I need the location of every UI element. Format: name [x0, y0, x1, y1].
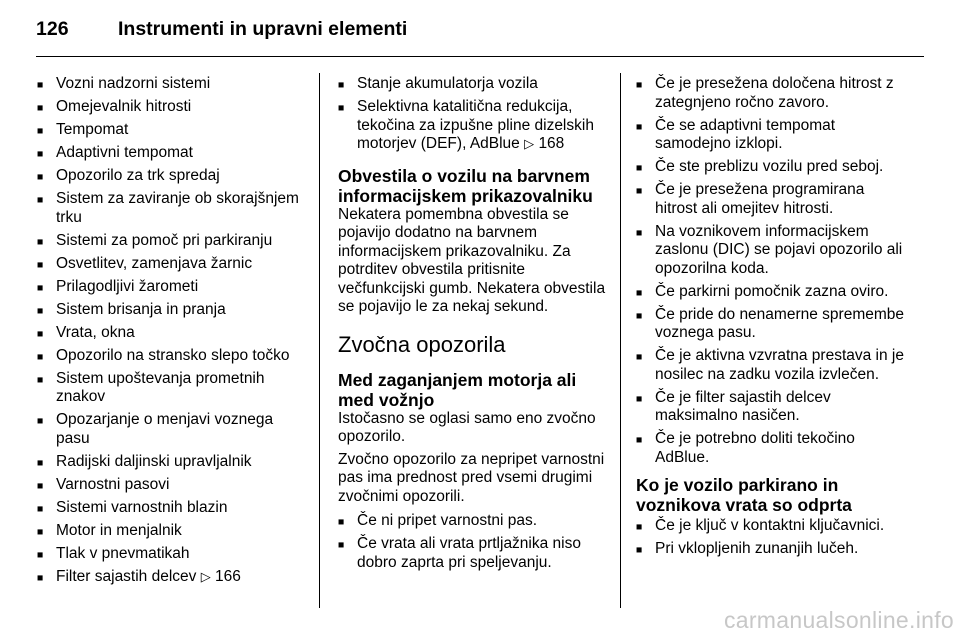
- list-item: ■ Opozarjanje o menjavi voznega pasu: [37, 411, 307, 448]
- list-item: ■ Tlak v pnevmatikah: [37, 545, 307, 564]
- list-item: ■ Prilagodljivi žarometi: [37, 278, 307, 297]
- list-item: [338, 98, 608, 154]
- page-ref-link[interactable]: 168: [538, 135, 565, 152]
- list-item: ■ Tempomat: [37, 121, 307, 140]
- list-item: ■ Če je aktivna vzvratna prestava in je nosilec na zadku vozila izvlečen.: [636, 347, 908, 384]
- list-item: ■ Če je ključ v kontaktni ključavnici.: [636, 517, 908, 536]
- list-item: ■ Sistemi varnostnih blazin: [37, 499, 307, 518]
- paragraph: Zvočno opozorilo za nepripet varnostni pas ima prednost pred vsemi drugimi zvočnimi opozorili.: [338, 450, 605, 505]
- warning-list: [338, 512, 608, 572]
- list-item: ■ Če je filter sajastih delcev maksimalno nasičen.: [636, 389, 908, 426]
- warning-list-continued: [636, 75, 908, 467]
- list-item: ■ Opozorilo za trk spredaj: [37, 167, 307, 186]
- section-title: Zvočna opozorila: [338, 331, 506, 357]
- list-item: [37, 568, 307, 587]
- list-item: ■ Varnostni pasovi: [37, 476, 307, 495]
- list-item: ■ Če je presežena programirana hitrost ali omejitev hitrosti.: [636, 181, 908, 218]
- column-divider-2: [620, 73, 621, 608]
- topic-list-continued: [338, 75, 608, 154]
- paragraph: Istočasno se oglasi samo eno zvočno opozorilo.: [338, 409, 596, 445]
- section-heading: Ko je vozilo parkirano in voznikova vrata so odprta: [636, 475, 852, 515]
- list-item: ■ Motor in menjalnik: [37, 522, 307, 541]
- page-ref-arrow-icon: ▷: [200, 568, 211, 584]
- page-number: 126: [36, 18, 69, 40]
- list-item: ■ Pri vklopljenih zunanjih lučeh.: [636, 540, 908, 559]
- list-item-text: Filter sajastih delcev: [56, 567, 197, 585]
- column-2: [338, 75, 608, 577]
- list-item: ■ Omejevalnik hitrosti: [37, 98, 307, 117]
- page-ref-arrow-icon: ▷: [524, 136, 535, 151]
- header-rule: [36, 56, 924, 57]
- column-1: [37, 75, 307, 591]
- list-item: ■ Če je potrebno doliti tekočino AdBlue.: [636, 430, 908, 467]
- list-item: ■ Radijski daljinski upravljalnik: [37, 453, 307, 472]
- list-item: ■ Sistem upoštevanja prometnih znakov: [37, 370, 307, 407]
- list-item-text: Selektivna katalitična redukcija, tekočina za izpušne pline dizelskih motorjev (DEF), AdBlue: [357, 98, 594, 152]
- list-item: ■ Če se adaptivni tempomat samodejno izklopi.: [636, 117, 908, 154]
- list-item: ■ Stanje akumulatorja vozila: [338, 75, 608, 94]
- watermark: carmanualsonline.info: [723, 607, 954, 633]
- list-item: ■ Vozni nadzorni sistemi: [37, 75, 307, 94]
- subsection-heading: Med zaganjanjem motorja ali med vožnjo: [338, 369, 577, 410]
- parked-warning-list: [636, 517, 908, 559]
- list-item: ■ Če vrata ali vrata prtljažnika niso dobro zaprta pri speljevanju.: [338, 535, 608, 572]
- list-item: ■ Na voznikovem informacijskem zaslonu (DIC) se pojavi opozorilo ali opozorilna koda.: [636, 223, 908, 279]
- page-ref-link[interactable]: 166: [215, 567, 241, 585]
- list-item: ■ Vrata, okna: [37, 324, 307, 343]
- list-item: ■ Sistem brisanja in pranja: [37, 301, 307, 320]
- topic-list: [37, 75, 307, 586]
- list-item: ■ Če ste preblizu vozilu pred seboj.: [636, 158, 908, 177]
- column-divider-1: [319, 73, 320, 608]
- list-item: ■ Če pride do nenamerne spremembe voznega pasu.: [636, 306, 908, 343]
- list-item: ■ Sistemi za pomoč pri parkiranju: [37, 232, 307, 251]
- page-title: Instrumenti in upravni elementi: [118, 18, 408, 40]
- list-item: ■ Če ni pripet varnostni pas.: [338, 512, 608, 531]
- section-heading: Obvestila o vozilu na barvnem informacijskem prikazovalniku: [338, 165, 593, 206]
- paragraph: Nekatera pomembna obvestila se pojavijo dodatno na barvnem informacijskem prikazovalniku. Za potrditev obvestila pritisnite večfunkcijski gumb. Nekatera obvestila se pojavijo le za nekaj sekund.: [338, 205, 606, 315]
- list-item: ■ Če parkirni pomočnik zazna oviro.: [636, 283, 908, 302]
- column-3: [636, 75, 908, 563]
- list-item: ■ Če je presežena določena hitrost z zategnjeno ročno zavoro.: [636, 75, 908, 112]
- list-item: ■ Adaptivni tempomat: [37, 144, 307, 163]
- list-item: ■ Sistem za zaviranje ob skorajšnjem trku: [37, 190, 307, 227]
- list-item: ■ Opozorilo na stransko slepo točko: [37, 347, 307, 366]
- list-item: ■ Osvetlitev, zamenjava žarnic: [37, 255, 307, 274]
